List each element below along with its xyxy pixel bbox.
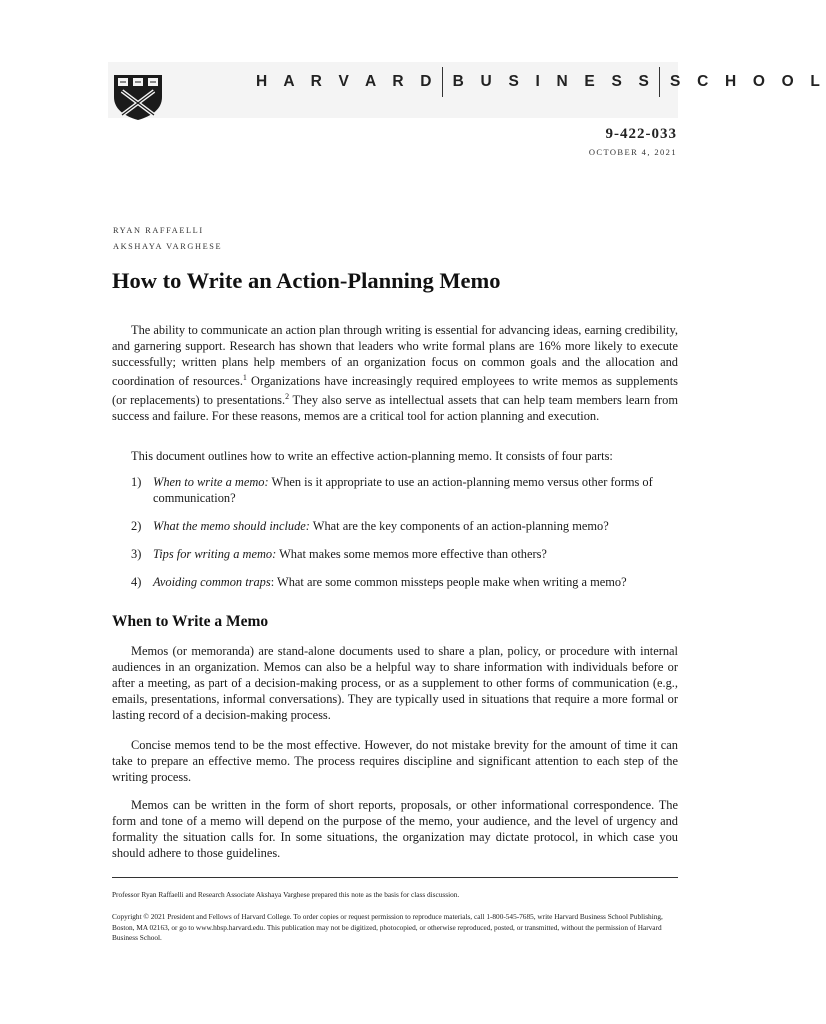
paragraph: Concise memos tend to be the most effective. However, do not mistake brevity for the amount of time it can take to prepare an effective memo. The process requires discipline and significant attention to each step of the writing process. <box>112 738 678 784</box>
hbs-shield-logo <box>112 73 164 121</box>
paragraph: Memos (or memoranda) are stand-alone documents used to share a plan, policy, or procedure with internal audiences in an organization. Memos can also be a helpful way to share information with individuals before or after a meeting, as part of a decision-making process, or as a supplement to other forms of communication (e.g., emails, presentations, informal conversations). They are typically used in situations that require a more formal or lasting record of a decision-making process. <box>112 644 678 722</box>
author-note: Professor Ryan Raffaelli and Research Associate Akshaya Varghese prepared this note as the basis for class discussion. <box>112 890 460 899</box>
list-number: 3) <box>131 547 142 561</box>
list-item <box>112 474 678 506</box>
list-item <box>112 546 678 562</box>
list-text: Tips for writing a memo: What makes some memos more effective than others? <box>153 547 547 561</box>
school-name <box>256 71 826 93</box>
list-text: When to write a memo: When is it appropriate to use an action-planning memo versus other forms of communication? <box>153 475 653 505</box>
school-word-harvard: H A R V A R D <box>256 73 438 90</box>
school-name-divider <box>442 67 443 97</box>
document-title: How to Write an Action-Planning Memo <box>112 268 501 293</box>
section-heading: When to Write a Memo <box>112 613 269 630</box>
copyright-notice: Copyright © 2021 President and Fellows of Harvard College. To order copies or request permission to reproduce materials, call 1-800-545-7685, write Harvard Business School Publishing, Boston, MA 02163, or go to www.hbsp.harvard.edu. This publication may not be digitized, photocopied, or otherwise reproduced, posted, or transmitted, without the permission of Harvard Business School. <box>112 912 663 942</box>
list-item <box>112 518 678 534</box>
case-number: 9-422-033 <box>605 126 677 142</box>
publication-date: OCTOBER 4, 2021 <box>588 147 677 157</box>
list-number: 4) <box>131 575 142 589</box>
school-word-business: B U S I N E S S <box>452 73 656 90</box>
author-name: RYAN RAFFAELLI <box>113 226 204 235</box>
list-item <box>112 574 678 590</box>
list-text: Avoiding common traps: What are some common missteps people make when writing a memo? <box>153 575 627 589</box>
footnote-ref: 2 <box>285 392 290 402</box>
intro-paragraph-2 <box>112 448 678 464</box>
footnote-ref: 1 <box>242 373 247 382</box>
footer-divider <box>112 877 678 878</box>
paragraph: Memos can be written in the form of short reports, proposals, or other informational correspondence. The form and tone of a memo will depend on the purpose of the memo, your audience, and the level of urgency and formality the situation calls for. In some situations, the organization may dictate protocol, in which case you should adhere to those guidelines. <box>112 798 678 860</box>
section-paragraph-2 <box>112 737 678 785</box>
list-number: 1) <box>131 475 142 489</box>
section-paragraph-3 <box>112 797 678 861</box>
school-name-divider <box>659 67 660 97</box>
author-name: AKSHAYA VARGHESE <box>113 242 223 251</box>
school-word-school: S C H O O L <box>670 73 826 90</box>
paragraph: The ability to communicate an action plan through writing is essential for advancing ideas, earning credibility, and garnering support. Research has shown that leaders who write formal plans are 16% more likely to execute successfully; written plans help members of an organization focus on common goals and the allocation and coordination of resources.$^1$ Organizations have increasingly required employees to write memos as supplements (or replacements) to presentations.$^2$ They also serve as intellectual assets that can help team members learn from success and failure. For these reasons, memos are a critical tool for action planning and execution. <box>112 323 678 424</box>
section-paragraph-1 <box>112 643 678 723</box>
list-number: 2) <box>131 519 142 533</box>
list-text: What the memo should include: What are the key components of an action-planning memo? <box>153 519 609 533</box>
paragraph: This document outlines how to write an effective action-planning memo. It consists of four parts: <box>131 449 613 463</box>
intro-paragraph-1 <box>112 322 678 424</box>
